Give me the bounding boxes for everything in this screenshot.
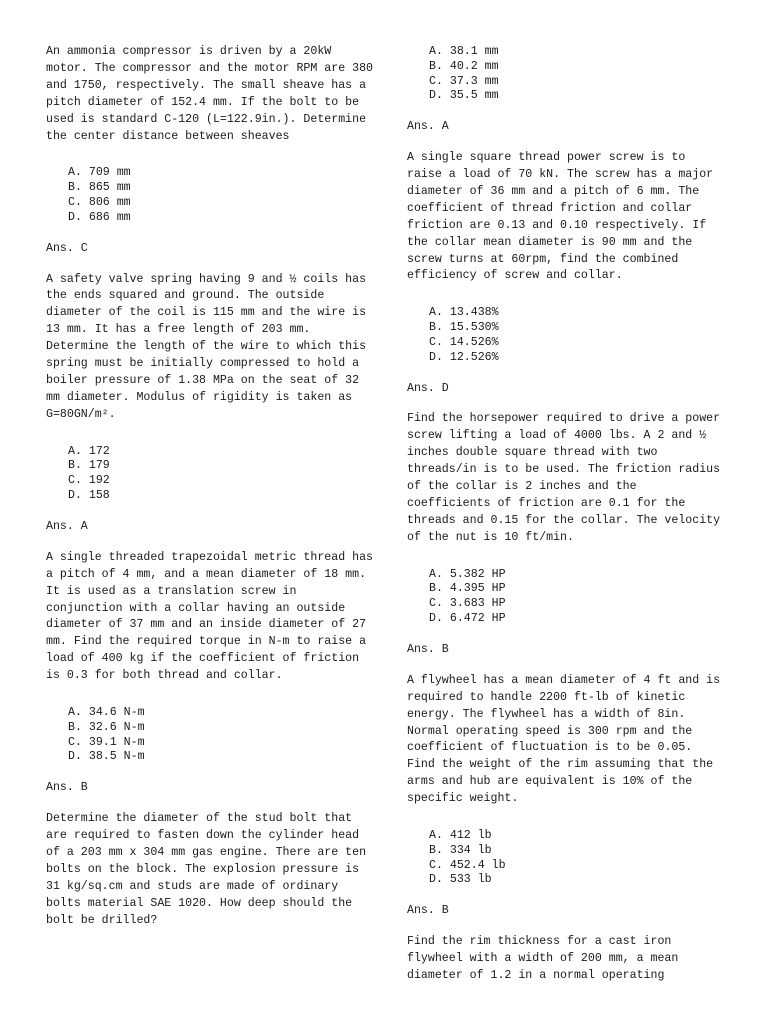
- option: C. 806 mm: [68, 196, 131, 210]
- option: C. 3.683 HP: [429, 597, 506, 611]
- question-5-options: [407, 306, 727, 365]
- right-column: [407, 0, 727, 985]
- question-8-text: Find the rim thickness for a cast iron flywheel with a width of 200 mm, a mean diameter of 1.2 in a normal operating: [407, 935, 679, 982]
- option: C. 37.3 mm: [429, 74, 499, 88]
- answer-7: Ans. B: [407, 904, 449, 918]
- option: A. 34.6 N-m: [68, 706, 145, 720]
- question-2-text: A safety valve spring having 9 and ½ coils has the ends squared and ground. The outside diameter of the coil is 115 mm and the wire is 13 mm. It has a free length of 203 mm. Determine the length of the wire to which this spring must be initially compressed to hold a boiler pressure of 1.38 MPa on the seat of 32 mm diameter. Modulus of rigidity is taken as G=80GN/m².: [46, 272, 367, 421]
- option: C. 14.526%: [429, 335, 499, 349]
- question-6-text: Find the horsepower required to drive a power screw lifting a load of 4000 lbs. A 2 and ½ inches double square thread with two threads/in is to be used. The friction radius of the collar is 2 inches and the coefficients of friction are 0.1 for the threads and 0.15 for the collar. The velocity of the nut is 10 ft/min.: [407, 412, 721, 544]
- answer-1: Ans. C: [46, 241, 88, 255]
- option: D. 686 mm: [68, 210, 131, 224]
- option: D. 35.5 mm: [429, 89, 499, 103]
- question-3-options: [46, 706, 378, 765]
- answer-2: Ans. A: [46, 519, 88, 533]
- question-7-text: A flywheel has a mean diameter of 4 ft and is required to handle 2200 ft-lb of kinetic energy. The flywheel has a width of 8in. Normal operating speed is 300 rpm and the coefficient of fluctuation is to be 0.05. Find the weight of the rim assuming that the arms and hub are equivalent is 10% of the specific weight.: [407, 673, 721, 806]
- option: C. 39.1 N-m: [68, 735, 145, 749]
- option: B. 15.530%: [429, 321, 499, 335]
- option: D. 6.472 HP: [429, 612, 506, 626]
- option: A. 5.382 HP: [429, 567, 506, 581]
- answer-5: Ans. D: [407, 381, 449, 395]
- option: B. 865 mm: [68, 181, 131, 195]
- option: C. 192: [68, 474, 110, 488]
- option: A. 13.438%: [429, 306, 499, 320]
- question-6-options: [407, 568, 727, 627]
- option: B. 32.6 N-m: [68, 720, 145, 734]
- question-4-text: Determine the diameter of the stud bolt that are required to fasten down the cylinder head of a 203 mm x 304 mm gas engine. There are ten bolts on the block. The explosion pressure is 31 kg/sq.cm and studs are made of ordinary bolts material SAE 1020. How deep should the bolt be drilled?: [46, 812, 367, 927]
- option: A. 38.1 mm: [429, 45, 499, 58]
- option: A. 412 lb: [429, 829, 492, 843]
- question-1-text: An ammonia compressor is driven by a 20kW motor. The compressor and the motor RPM are 380 and 1750, respectively. The small sheave has a pitch diameter of 152.4 mm. If the bolt to be used is standard C-120 (L=122.9in.). Determine the center distance between sheaves: [46, 45, 373, 143]
- option: B. 40.2 mm: [429, 59, 499, 73]
- answer-6: Ans. B: [407, 642, 449, 656]
- question-1-options: [46, 166, 378, 225]
- question-7-options: [407, 829, 727, 888]
- option: B. 179: [68, 459, 110, 473]
- question-3-text: A single threaded trapezoidal metric thread has a pitch of 4 mm, and a mean diameter of 18 mm. It is used as a translation screw in conjunction with a collar having an outside diameter of 37 mm and an inside diameter of 27 mm. Find the required torque in N-m to raise a load of 400 kg if the coefficient of friction is 0.3 for both thread and collar.: [46, 550, 373, 683]
- answer-3: Ans. B: [46, 781, 88, 795]
- option: D. 533 lb: [429, 873, 492, 887]
- option: A. 709 mm: [68, 166, 131, 180]
- option: C. 452.4 lb: [429, 858, 506, 872]
- option: B. 334 lb: [429, 843, 492, 857]
- option: D. 158: [68, 489, 110, 503]
- left-column: [46, 0, 378, 929]
- option: D. 12.526%: [429, 350, 499, 364]
- option: D. 38.5 N-m: [68, 750, 145, 764]
- question-5-text: A single square thread power screw is to raise a load of 70 kN. The screw has a major diameter of 36 mm and a pitch of 6 mm. The coefficient of thread friction and collar friction are 0.13 and 0.10 respectively. If the collar mean diameter is 90 mm and the screw turns at 60rpm, find the combined efficiency of screw and collar.: [407, 151, 714, 283]
- question-2-options: [46, 445, 378, 504]
- answer-4: Ans. A: [407, 120, 449, 134]
- option: B. 4.395 HP: [429, 582, 506, 596]
- question-4-options: [407, 45, 727, 104]
- option: A. 172: [68, 444, 110, 458]
